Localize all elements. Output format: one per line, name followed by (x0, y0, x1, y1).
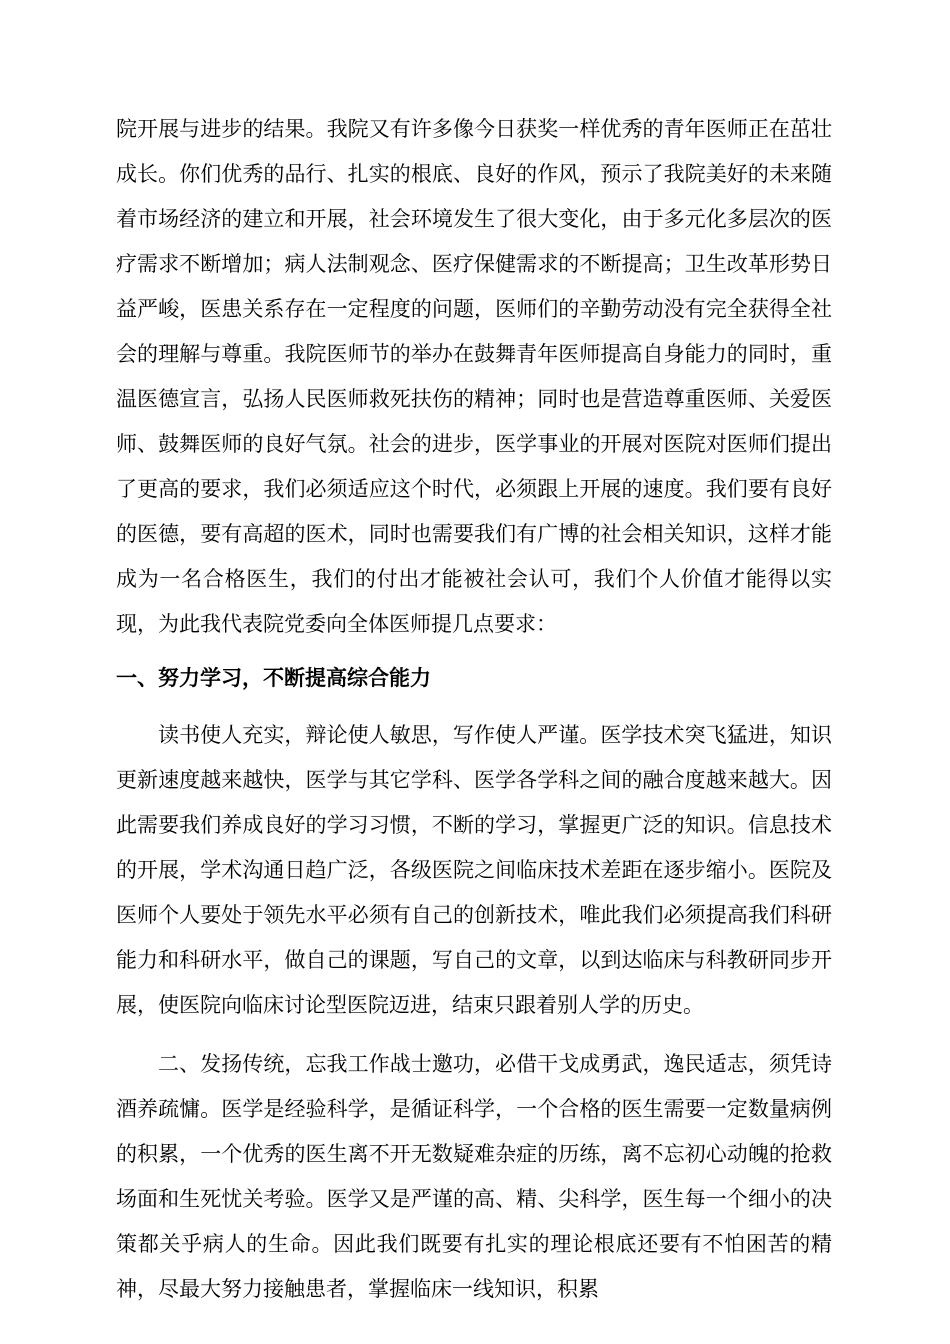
section-2-paragraph: 二、发扬传统，忘我工作战士邀功，必借干戈成勇武，逸民适志，须凭诗酒养疏慵。医学是经验科学，是循证科学，一个合格的医生需要一定数量病例的积累，一个优秀的医生离不开无数疑难杂症的历练，离不忘初心动魄的抢救场面和生死忧关考验。医学又是严谨的高、精、尖科学，医生每一个细小的决策都关乎病人的生命。因此我们既要有扎实的理论根底还要有不怕困苦的精神，尽最大努力接触患者，掌握临床一线知识，积累 (116, 1052, 832, 1301)
section-1-paragraph: 读书使人充实，辩论使人敏思，写作使人严谨。医学技术突飞猛进，知识更新速度越来越快，医学与其它学科、医学各学科之间的融合度越来越大。因此需要我们养成良好的学习习惯，不断的学习，掌握更广泛的知识。信息技术的开展，学术沟通日趋广泛，各级医院之间临床技术差距在逐步缩小。医院及医师个人要处于领先水平必须有自己的创新技术，唯此我们必须提高我们科研能力和科研水平，做自己的课题，写自己的文章，以到达临床与科教研同步开展，使医院向临床讨论型医院迈进，结束只跟着别人学的历史。 (116, 723, 832, 1017)
intro-paragraph: 院开展与进步的结果。我院又有许多像今日获奖一样优秀的青年医师正在茁壮成长。你们优秀的品行、扎实的根底、良好的作风，预示了我院美好的未来随着市场经济的建立和开展，社会环境发生了很大变化，由于多元化多层次的医疗需求不断增加；病人法制观念、医疗保健需求的不断提高；卫生改革形势日益严峻，医患关系存在一定程度的问题，医师们的辛勤劳动没有完全获得全社会的理解与尊重。我院医师节的举办在鼓舞青年医师提高自身能力的同时，重温医德宣言，弘扬人民医师救死扶伤的精神；同时也是营造尊重医师、关爱医师、鼓舞医师的良好气氛。社会的进步，医学事业的开展对医院对医师们提出了更高的要求，我们必须适应这个时代，必须跟上开展的速度。我们要有良好的医德，要有高超的医术，同时也需要我们有广博的社会相关知识，这样才能成为一名合格医生，我们的付出才能被社会认可，我们个人价值才能得以实现，为此我代表院党委向全体医师提几点要求： (116, 117, 832, 636)
document-body (116, 107, 832, 1312)
section-heading-1: 一、努力学习，不断提高综合能力 (116, 666, 431, 690)
